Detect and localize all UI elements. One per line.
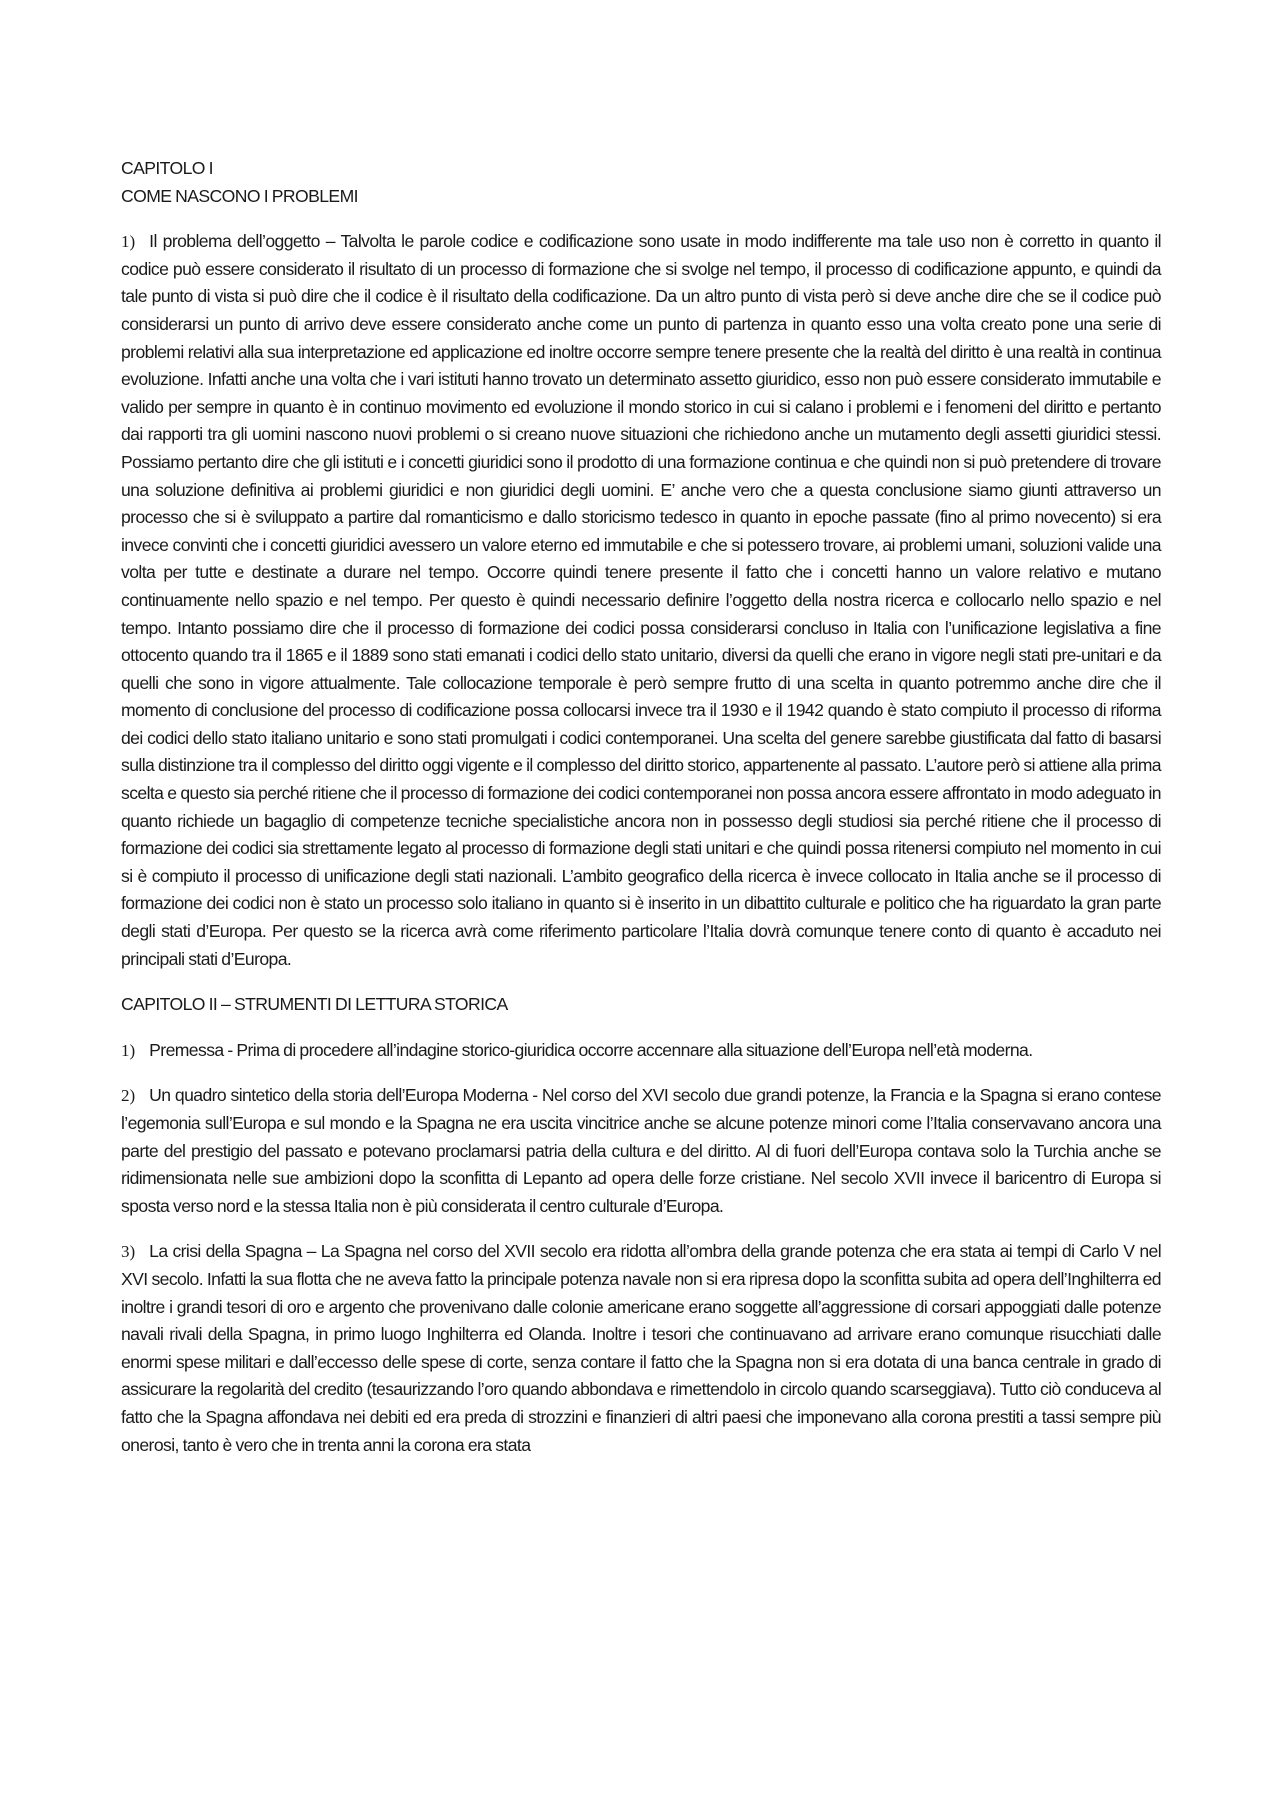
chapter-1-heading xyxy=(121,155,1161,210)
paragraph-text: Un quadro sintetico della storia dell’Europa Moderna - Nel corso del XVI secolo due grandi potenze, la Francia e la Spagna si erano contese l’egemonia sull’Europa e sul mondo e la Spagna ne era uscita vincitrice anche se alcune potenze minori come l’Italia conservavano ancora una parte del prestigio del passato e potevano proclamarsi patria della cultura e del diritto. Al di fuori dell’Europa contava solo la Turchia anche se ridimensionata nelle sue ambizioni dopo la sconfitta di Lepanto ad opera delle forze cristiane. Nel secolo XVII invece il baricentro di Europa si sposta verso nord e la stessa Italia non è più considerata il centro culturale d’Europa. xyxy=(121,1085,1161,1216)
paragraph-number: 1) xyxy=(121,1040,136,1060)
document-page xyxy=(121,155,1161,1459)
paragraph-text: La crisi della Spagna – La Spagna nel corso del XVII secolo era ridotta all’ombra della grande potenza che era stata ai tempi di Carlo V nel XVI secolo. Infatti la sua flotta che ne aveva fatto la principale potenza navale non si era ripresa dopo la sconfitta subita ad opera dell’Inghilterra ed inoltre i grandi tesori di oro e argento che provenivano dalle colonie americane erano soggette all’aggressione di corsari appoggiati dalle potenze navali rivali della Spagna, in primo luogo Inghilterra ed Olanda. Inoltre i tesori che continuavano ad arrivare erano comunque risucchiati dalle enormi spese militari e dall’eccesso delle spese di corte, senza contare il fatto che la Spagna non si era dotata di una banca centrale in grado di assicurare la regolarità del credito (tesaurizzando l’oro quando abbondava e rimettendolo in circolo quando scarseggiava). Tutto ciò conduceva al fatto che la Spagna affondava nei debiti ed era preda di strozzini e finanzieri di altri paesi che imponevano alla corona prestiti a tassi sempre più onerosi, tanto è vero che in trenta anni la corona era stata xyxy=(121,1241,1161,1455)
chapter-2-paragraph-1 xyxy=(121,1037,1161,1065)
chapter-1-number: CAPITOLO I xyxy=(121,158,213,178)
chapter-2-title: CAPITOLO II – STRUMENTI DI LETTURA STORICA xyxy=(121,994,508,1015)
chapter-2-paragraph-3 xyxy=(121,1238,1161,1459)
chapter-1-title: COME NASCONO I PROBLEMI xyxy=(121,185,358,206)
chapter-2-paragraph-2 xyxy=(121,1082,1161,1220)
paragraph-text: Premessa - Prima di procedere all’indagine storico-giuridica occorre accennare alla situazione dell’Europa nell’età moderna. xyxy=(149,1039,1033,1060)
paragraph-text: Il problema dell’oggetto – Talvolta le parole codice e codificazione sono usate in modo indifferente ma tale uso non è corretto in quanto il codice può essere considerato il risultato di un processo di formazione che si svolge nel tempo, il processo di codificazione appunto, e quindi da tale punto di vista si può dire che il codice è il risultato della codificazione. Da un altro punto di vista però si deve anche dire che se il codice può considerarsi un punto di arrivo deve essere considerato anche come un punto di partenza in quanto esso una volta creato pone una serie di problemi relativi alla sua interpretazione ed applicazione ed inoltre occorre sempre tenere presente che la realtà del diritto è una realtà in continua evoluzione. Infatti anche una volta che i vari istituti hanno trovato un determinato assetto giuridico, esso non può essere considerato immutabile e valido per sempre in quanto è in continuo movimento ed evoluzione il mondo storico in cui si calano i problemi e i fenomeni del diritto e pertanto dai rapporti tra gli uomini nascono nuovi problemi o si creano nuove situazioni che richiedono anche un mutamento degli assetti giuridici stessi. Possiamo pertanto dire che gli istituti e i concetti giuridici sono il prodotto di una formazione continua e che quindi non si può pretendere di trovare una soluzione definitiva ai problemi giuridici e non giuridici degli uomini. E’ anche vero che a questa conclusione siamo giunti attraverso un processo che si è sviluppato a partire dal romanticismo e dallo storicismo tedesco in quanto in epoche passate (fino al primo novecento) si era invece convinti che i concetti giuridici avessero un valore eterno ed immutabile e che si potessero trovare, ai problemi umani, soluzioni valide una volta per tutte e destinate a durare nel tempo. Occorre quindi tenere presente il fatto che i concetti hanno un valore relativo e mutano continuamente nello spazio e nel tempo. Per questo è quindi necessario definire l’oggetto della nostra ricerca e collocarlo nello spazio e nel tempo. Intanto possiamo dire che il processo di formazione dei codici possa considerarsi concluso in Italia con l’unificazione legislativa a fine ottocento quando tra il 1865 e il 1889 sono stati emanati i codici dello stato unitario, diversi da quelli che erano in vigore negli stati pre-unitari e da quelli che sono in vigore attualmente. Tale collocazione temporale è però sempre frutto di una scelta in quanto potremmo anche dire che il momento di conclusione del processo di codificazione possa collocarsi invece tra il 1930 e il 1942 quando è stato compiuto il processo di riforma dei codici dello stato italiano unitario e sono stati promulgati i codici contemporanei. Una scelta del genere sarebbe giustificata dal fatto di basarsi sulla distinzione tra il complesso del diritto oggi vigente e il complesso del diritto storico, appartenente al passato. L’autore però si attiene alla prima scelta e questo sia perché ritiene che il processo di formazione dei codici contemporanei non possa ancora essere affrontato in modo adeguato in quanto richiede un bagaglio di competenze tecniche specialistiche ancora non in possesso degli studiosi sia perché ritiene che il processo di formazione dei codici sia strettamente legato al processo di formazione degli stati unitari e che quindi possa ritenersi compiuto nel momento in cui si è compiuto il processo di unificazione degli stati nazionali. L’ambito geografico della ricerca è invece collocato in Italia anche se il processo di formazione dei codici non è stato un processo solo italiano in quanto si è inserito in un dibattito culturale e politico che ha riguardato la gran parte degli stati d’Europa. Per questo se la ricerca avrà come riferimento particolare l’Italia dovrà comunque tenere conto di quanto è accaduto nei principali stati d’Europa. xyxy=(121,231,1161,969)
paragraph-number: 2) xyxy=(121,1086,136,1106)
paragraph-number: 1) xyxy=(121,232,136,252)
paragraph-number: 3) xyxy=(121,1242,136,1262)
chapter-1-paragraph-1 xyxy=(121,228,1161,973)
